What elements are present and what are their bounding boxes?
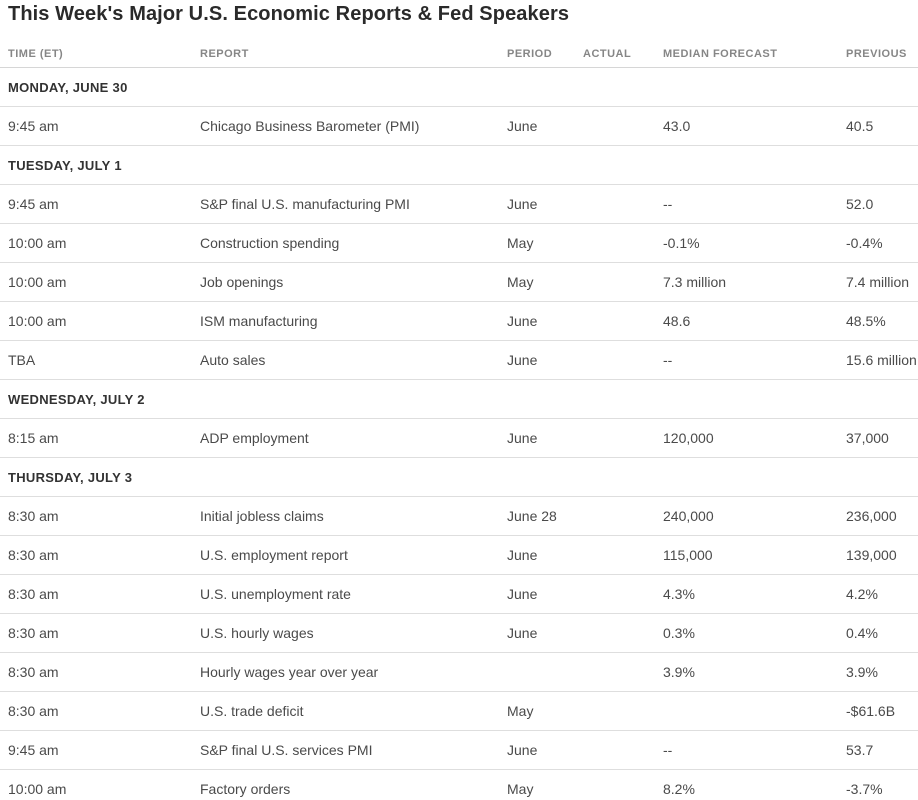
cell-report: U.S. trade deficit: [200, 703, 304, 719]
cell-time: TBA: [8, 352, 36, 368]
cell-time: 8:30 am: [8, 586, 59, 602]
day-header-label: TUESDAY, JULY 1: [8, 157, 122, 173]
cell-median-forecast: 115,000: [663, 547, 713, 563]
table-row: [0, 770, 918, 800]
cell-previous: 53.7: [846, 742, 874, 758]
table-row: [0, 185, 918, 224]
table-row: [0, 653, 918, 692]
cell-time: 9:45 am: [8, 118, 59, 134]
day-header-label: WEDNESDAY, JULY 2: [8, 391, 145, 407]
cell-report: U.S. employment report: [200, 547, 348, 563]
cell-report: Auto sales: [200, 352, 266, 368]
cell-time: 8:30 am: [8, 664, 59, 680]
table-row: [0, 731, 918, 770]
cell-period: June: [507, 196, 538, 212]
cell-period: June: [507, 586, 538, 602]
cell-time: 9:45 am: [8, 742, 59, 758]
cell-median-forecast: 43.0: [663, 118, 691, 134]
cell-period: June: [507, 430, 538, 446]
table-row: [0, 419, 918, 458]
cell-report: Construction spending: [200, 235, 340, 251]
cell-time: 8:30 am: [8, 625, 59, 641]
column-header-time: TIME (ET): [8, 47, 64, 60]
cell-report: Factory orders: [200, 781, 291, 797]
cell-previous: -0.4%: [846, 235, 883, 251]
cell-previous: 40.5: [846, 118, 874, 134]
cell-median-forecast: 120,000: [663, 430, 714, 446]
table-row: [0, 575, 918, 614]
cell-time: 10:00 am: [8, 235, 67, 251]
cell-period: May: [507, 781, 534, 797]
table-row: [0, 614, 918, 653]
cell-median-forecast: 3.9%: [663, 664, 695, 680]
cell-time: 9:45 am: [8, 196, 59, 212]
cell-previous: 37,000: [846, 430, 889, 446]
page-title: This Week's Major U.S. Economic Reports & Fed Speakers: [8, 3, 570, 25]
cell-time: 10:00 am: [8, 313, 67, 329]
cell-period: June: [507, 352, 538, 368]
table-row: [0, 302, 918, 341]
cell-previous: 4.2%: [846, 586, 878, 602]
day-header-row: [0, 380, 918, 419]
table-row: [0, 107, 918, 146]
cell-previous: 15.6 million: [846, 352, 917, 368]
day-header-label: MONDAY, JUNE 30: [8, 79, 128, 95]
cell-report: Hourly wages year over year: [200, 664, 379, 680]
cell-report: ADP employment: [200, 430, 309, 446]
table-row: [0, 497, 918, 536]
cell-median-forecast: -0.1%: [663, 235, 700, 251]
cell-report: Initial jobless claims: [200, 508, 324, 524]
cell-period: May: [507, 274, 534, 290]
cell-report: S&P final U.S. services PMI: [200, 742, 373, 758]
cell-report: U.S. hourly wages: [200, 625, 314, 641]
cell-median-forecast: --: [663, 352, 673, 368]
cell-period: June: [507, 625, 538, 641]
cell-previous: 139,000: [846, 547, 897, 563]
cell-period: June: [507, 118, 538, 134]
cell-previous: 52.0: [846, 196, 874, 212]
cell-median-forecast: 7.3 million: [663, 274, 727, 290]
cell-report: U.S. unemployment rate: [200, 586, 351, 602]
column-header-report: REPORT: [200, 47, 249, 60]
table-header-row: [0, 40, 918, 68]
cell-period: June 28: [507, 508, 557, 524]
cell-median-forecast: 0.3%: [663, 625, 695, 641]
cell-time: 10:00 am: [8, 274, 67, 290]
cell-previous: 0.4%: [846, 625, 878, 641]
cell-previous: -$61.6B: [846, 703, 896, 719]
table-row: [0, 536, 918, 575]
cell-median-forecast: 8.2%: [663, 781, 695, 797]
cell-previous: 236,000: [846, 508, 897, 524]
cell-period: May: [507, 703, 534, 719]
day-header-row: [0, 458, 918, 497]
cell-report: Chicago Business Barometer (PMI): [200, 118, 420, 134]
cell-previous: 48.5%: [846, 313, 886, 329]
cell-median-forecast: 4.3%: [663, 586, 695, 602]
day-header-label: THURSDAY, JULY 3: [8, 469, 133, 485]
cell-median-forecast: --: [663, 742, 673, 758]
cell-time: 10:00 am: [8, 781, 67, 797]
cell-time: 8:30 am: [8, 508, 59, 524]
cell-time: 8:15 am: [8, 430, 59, 446]
cell-report: Job openings: [200, 274, 284, 290]
cell-report: ISM manufacturing: [200, 313, 318, 329]
table-row: [0, 341, 918, 380]
cell-time: 8:30 am: [8, 703, 59, 719]
table-row: [0, 224, 918, 263]
table-row: [0, 263, 918, 302]
column-header-median-forecast: MEDIAN FORECAST: [663, 47, 778, 60]
column-header-period: PERIOD: [507, 47, 553, 60]
day-header-row: [0, 68, 918, 107]
cell-median-forecast: 240,000: [663, 508, 714, 524]
cell-period: June: [507, 742, 538, 758]
cell-previous: 7.4 million: [846, 274, 910, 290]
table-body: [0, 68, 918, 800]
day-header-row: [0, 146, 918, 185]
cell-previous: 3.9%: [846, 664, 878, 680]
cell-report: S&P final U.S. manufacturing PMI: [200, 196, 410, 212]
column-header-previous: PREVIOUS: [846, 47, 907, 60]
cell-time: 8:30 am: [8, 547, 59, 563]
cell-period: June: [507, 547, 538, 563]
table-row: [0, 692, 918, 731]
cell-median-forecast: 48.6: [663, 313, 691, 329]
cell-median-forecast: --: [663, 196, 673, 212]
column-header-actual: ACTUAL: [583, 47, 632, 60]
cell-period: June: [507, 313, 538, 329]
cell-previous: -3.7%: [846, 781, 883, 797]
cell-period: May: [507, 235, 534, 251]
